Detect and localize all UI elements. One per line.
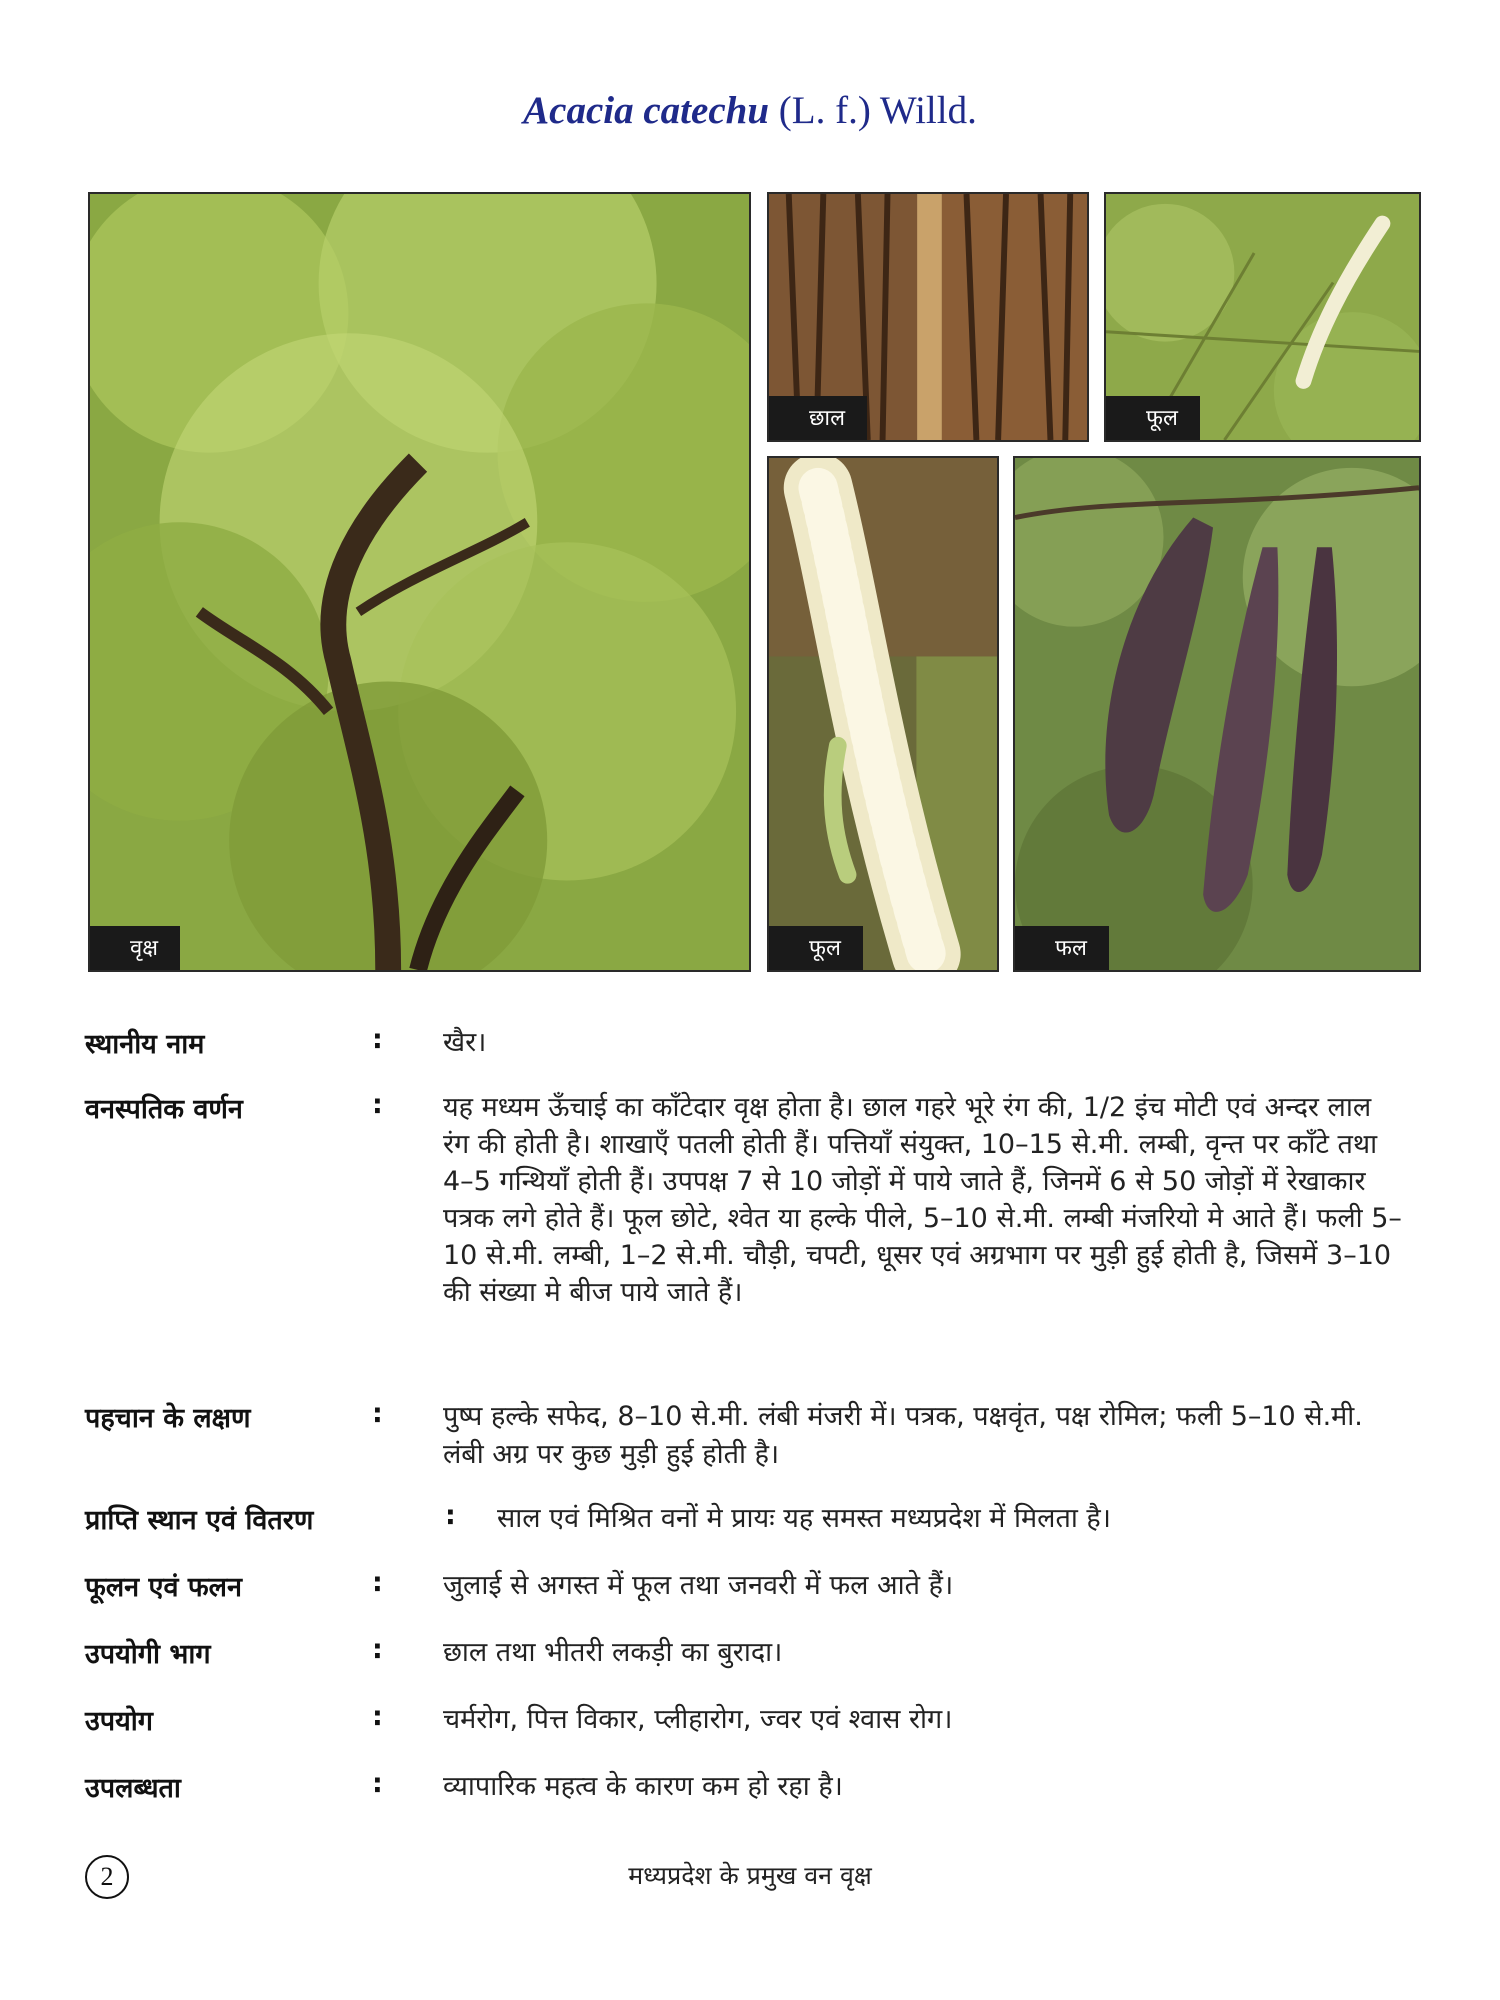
field-label: प्राप्ति स्थान एवं वितरण bbox=[85, 1505, 314, 1536]
field-label: फूलन एवं फलन bbox=[85, 1572, 242, 1603]
field-value: पुष्प हल्के सफेद, 8–10 से.मी. लंबी मंजरी में। पत्रक, पक्षवृंत, पक्ष रोमिल; फली 5–10 से.मी. लंबी अग्र पर कुछ मुड़ी हुई होती है। bbox=[443, 1401, 1363, 1470]
field-label: स्थानीय नाम bbox=[85, 1029, 205, 1060]
field-colon: : bbox=[372, 1701, 383, 1732]
fruit-photo bbox=[1013, 456, 1421, 972]
page-number: 2 bbox=[85, 1855, 129, 1899]
tree-photo bbox=[88, 192, 751, 972]
caption-tree: वृक्ष bbox=[90, 926, 180, 970]
field-value: जुलाई से अगस्त में फूल तथा जनवरी में फल आते हैं। bbox=[443, 1570, 954, 1601]
flower-photo-bottom bbox=[767, 456, 999, 972]
field-label: वनस्पतिक वर्णन bbox=[85, 1094, 243, 1125]
field-colon: : bbox=[372, 1634, 383, 1665]
field-colon: : bbox=[372, 1567, 383, 1598]
page-title bbox=[0, 88, 1500, 133]
caption-flower-bottom: फूल bbox=[769, 926, 863, 970]
caption-fruit: फल bbox=[1015, 926, 1109, 970]
field-value: छाल तथा भीतरी लकड़ी का बुरादा। bbox=[443, 1637, 783, 1668]
tree-illustration bbox=[90, 194, 749, 970]
field-colon: : bbox=[372, 1089, 383, 1120]
flower-photo-top bbox=[1104, 192, 1421, 442]
species-name: Acacia catechu bbox=[523, 89, 770, 132]
species-authority: (L. f.) Willd. bbox=[778, 89, 977, 132]
field-colon: : bbox=[445, 1500, 456, 1531]
caption-flower-top: फूल bbox=[1106, 396, 1200, 440]
field-label: उपयोगी भाग bbox=[85, 1639, 211, 1670]
field-value: यह मध्यम ऊँचाई का काँटेदार वृक्ष होता है। छाल गहरे भूरे रंग की, 1/2 इंच मोटी एवं अन्दर लाल रंग की होती है। शाखाएँ पतली होती हैं। पत्तियाँ संयुक्त, 10–15 से.मी. लम्बी, वृन्त पर काँटे तथा 4–5 गन्थियाँ होती हैं। उपपक्ष 7 से 10 जोड़ों में पाये जाते हैं, जिनमें 6 से 50 जोड़ों में रेखाकार पत्रक लगे होते हैं। फूल छोटे, श्वेत या हल्के पीले, 5–10 से.मी. लम्बी मंजरियो मे आते हैं। फली 5–10 से.मी. लम्बी, 1–2 से.मी. चौड़ी, चपटी, धूसर एवं अग्रभाग पर मुड़ी हुई होती है, जिसमें 3–10 की संख्या मे बीज पाये जाते हैं। bbox=[443, 1092, 1402, 1308]
bark-photo bbox=[767, 192, 1089, 442]
fruit-pods-illustration bbox=[1015, 458, 1419, 970]
field-label: पहचान के लक्षण bbox=[85, 1403, 251, 1434]
field-label: उपयोग bbox=[85, 1706, 153, 1737]
field-value: व्यापारिक महत्व के कारण कम हो रहा है। bbox=[443, 1771, 843, 1802]
field-value: साल एवं मिश्रित वनों मे प्रायः यह समस्त मध्यप्रदेश में मिलता है। bbox=[497, 1503, 1111, 1534]
field-label: उपलब्धता bbox=[85, 1773, 181, 1804]
book-title: मध्यप्रदेश के प्रमुख वन वृक्ष bbox=[628, 1861, 872, 1890]
field-colon: : bbox=[372, 1768, 383, 1799]
field-value: खैर। bbox=[443, 1027, 487, 1058]
field-value: चर्मरोग, पित्त विकार, प्लीहारोग, ज्वर एवं श्वास रोग। bbox=[443, 1704, 953, 1735]
field-colon: : bbox=[372, 1024, 383, 1055]
flower-spike-illustration bbox=[769, 458, 997, 970]
caption-bark: छाल bbox=[769, 396, 867, 440]
field-colon: : bbox=[372, 1398, 383, 1429]
